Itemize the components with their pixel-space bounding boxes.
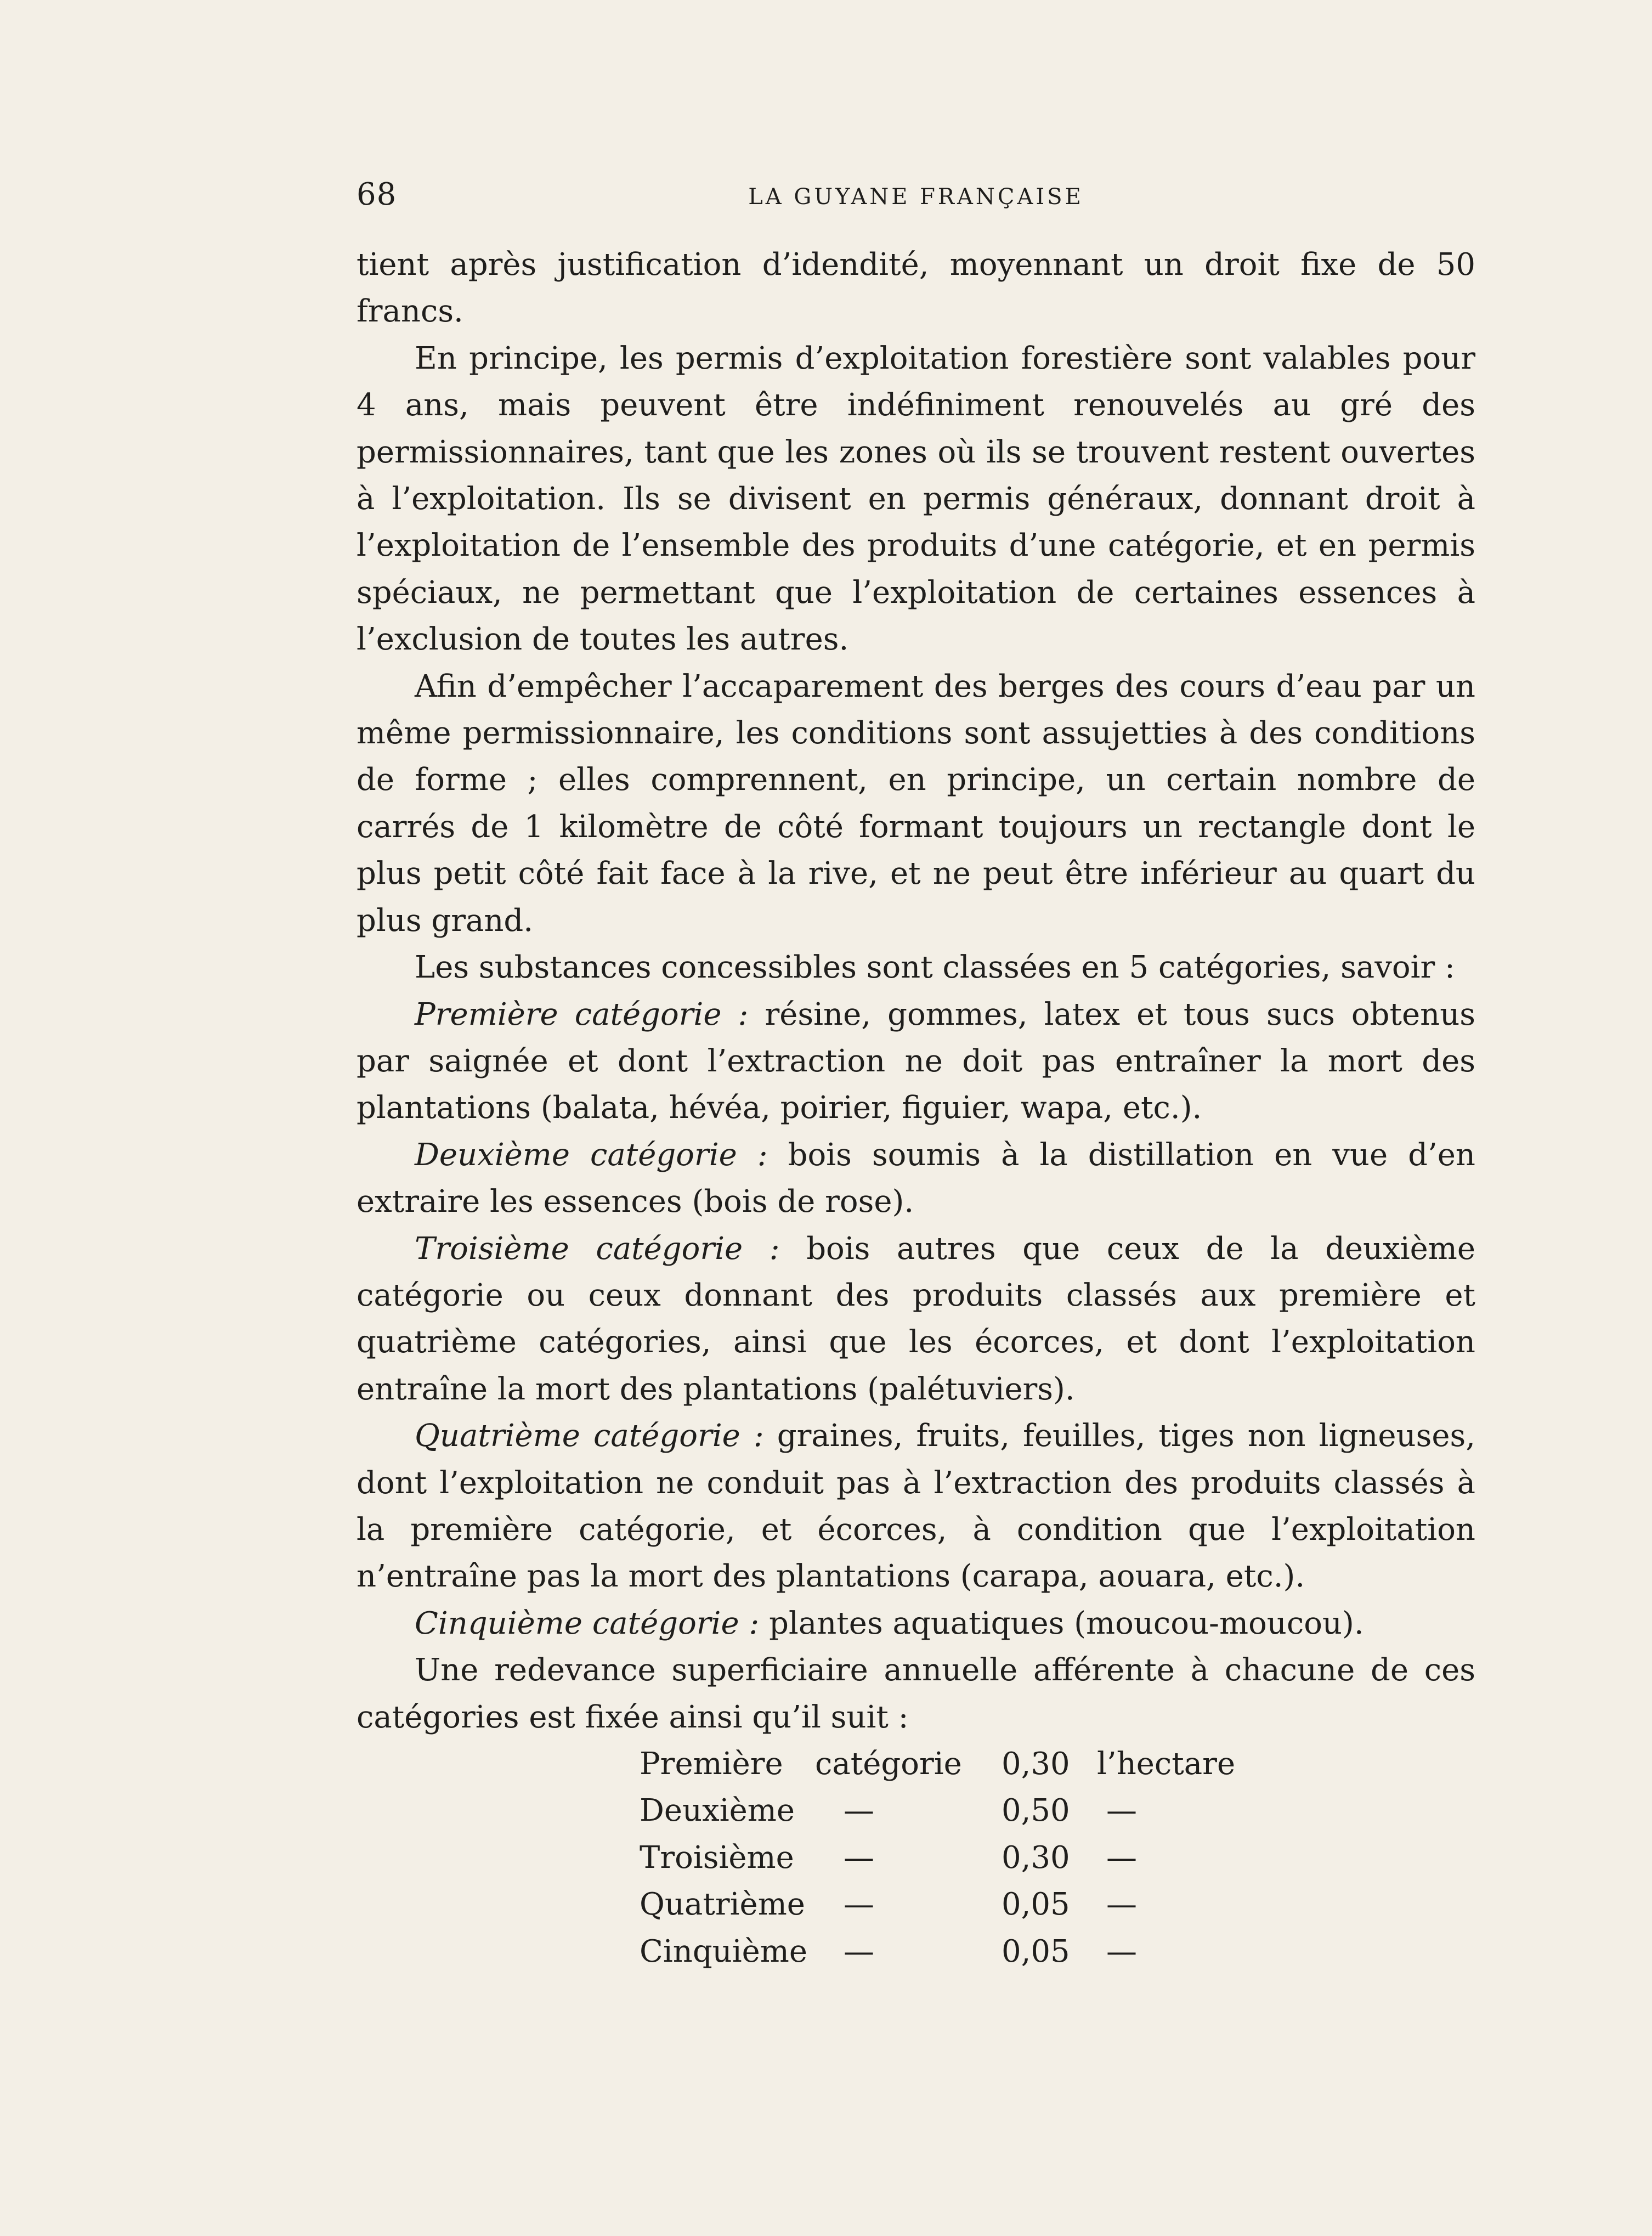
category-5	[357, 1600, 1475, 1647]
fee-row-name: Première	[640, 1746, 783, 1782]
paragraph-continuation: tient après justification d’idendité, moyennant un droit fixe de 50 francs.	[357, 247, 1475, 330]
fee-row-category	[815, 1928, 1002, 1975]
ditto-mark: —	[1106, 1887, 1137, 1923]
running-head	[357, 177, 1475, 226]
fee-row-value: 0,30	[1002, 1839, 1070, 1876]
fee-row-name: Quatrième	[640, 1887, 805, 1923]
fee-row-category: catégorie	[815, 1746, 962, 1782]
category-3-label: Troisième catégorie :	[415, 1230, 780, 1267]
running-title: LA GUYANE FRANÇAISE	[748, 184, 1084, 210]
fee-row	[640, 1787, 1235, 1834]
fee-row	[640, 1741, 1235, 1787]
fee-row-name: Troisième	[640, 1839, 794, 1876]
fee-row-value: 0,50	[1002, 1793, 1070, 1829]
ditto-mark: —	[844, 1793, 874, 1829]
ditto-mark: —	[1106, 1793, 1137, 1829]
category-2-label: Deuxième catégorie :	[415, 1137, 768, 1173]
category-5-text: plantes aquatiques (moucou-moucou).	[759, 1605, 1364, 1641]
ditto-mark: —	[844, 1839, 874, 1876]
fee-table	[640, 1741, 1235, 1975]
category-4-text: graines, fruits, feuilles, tiges non ligneuses, dont l’exploitation ne conduit pas à l’extraction des produits classés à la première catégorie, et écorces, à condition que l’exploitation n’entraîne pas la mort des plantations (carapa, aouara, etc.).	[357, 1418, 1475, 1595]
category-4	[357, 1413, 1475, 1600]
fee-row-category	[815, 1834, 1002, 1881]
paragraph-riverbanks: Afin d’empêcher l’accaparement des berges des cours d’eau par un même permissionnaire, les conditions sont assujetties à des conditions de forme ; elles comprennent, en principe, un certain nombre de carrés de 1 kilomètre de côté formant toujours un rectangle dont le plus petit côté fait face à la rive, et ne peut être inférieur au quart du plus grand.	[357, 668, 1475, 939]
fee-row	[640, 1881, 1235, 1928]
fee-row-category	[815, 1881, 1002, 1928]
page-number: 68	[357, 177, 397, 212]
fee-row-category	[815, 1787, 1002, 1834]
fee-intro: Une redevance superficiaire annuelle afférente à chacune de ces catégories est fixée ainsi qu’il suit :	[357, 1652, 1475, 1735]
fee-row-value: 0,05	[1002, 1933, 1070, 1969]
paragraph-substances: Les substances concessibles sont classées en 5 catégories, savoir :	[415, 950, 1455, 986]
fee-row-name: Cinquième	[640, 1933, 808, 1969]
ditto-mark: —	[1106, 1839, 1137, 1876]
ditto-mark: —	[844, 1887, 874, 1923]
fee-row-unit	[1089, 1834, 1235, 1881]
fee-row	[640, 1928, 1235, 1975]
fee-row-value: 0,30	[1002, 1746, 1070, 1782]
fee-row-unit: l’hectare	[1097, 1746, 1236, 1782]
fee-row-value: 0,05	[1002, 1887, 1070, 1923]
body-text	[357, 241, 1475, 1975]
category-2	[357, 1132, 1475, 1226]
ditto-mark: —	[844, 1933, 874, 1969]
fee-row-unit	[1089, 1881, 1235, 1928]
fee-row-unit	[1089, 1928, 1235, 1975]
category-5-label: Cinquième catégorie :	[415, 1605, 760, 1641]
category-3-text: bois autres que ceux de la deuxième catégorie ou ceux donnant des produits classés aux première et quatrième catégories, ainsi que les écorces, et dont l’exploitation entraîne la mort des plantations (palétuviers).	[357, 1230, 1475, 1407]
category-4-label: Quatrième catégorie :	[415, 1418, 764, 1454]
fee-row-unit	[1089, 1787, 1235, 1834]
fee-row-name: Deuxième	[640, 1793, 795, 1829]
category-3	[357, 1226, 1475, 1413]
fee-row	[640, 1834, 1235, 1881]
category-1	[357, 991, 1475, 1132]
category-1-text: résine, gommes, latex et tous sucs obtenus par saignée et dont l’extraction ne doit pas entraîner la mort des plantations (balata, hévéa, poirier, figuier, wapa, etc.).	[357, 996, 1476, 1126]
category-2-text: bois soumis à la distillation en vue d’en extraire les essences (bois de rose).	[357, 1137, 1475, 1220]
ditto-mark: —	[1106, 1933, 1137, 1969]
paragraph-permits: En principe, les permis d’exploitation forestière sont valables pour 4 ans, mais peuvent être indéfiniment renouvelés au gré des permissionnaires, tant que les zones où ils se trouvent restent ouvertes à l’exploitation. Ils se divisent en permis généraux, donnant droit à l’exploitation de l’ensemble des produits d’une catégorie, et en permis spéciaux, ne permettant que l’exploitation de certaines essences à l’exclusion de toutes les autres.	[357, 340, 1475, 658]
category-1-label: Première catégorie :	[415, 996, 749, 1032]
